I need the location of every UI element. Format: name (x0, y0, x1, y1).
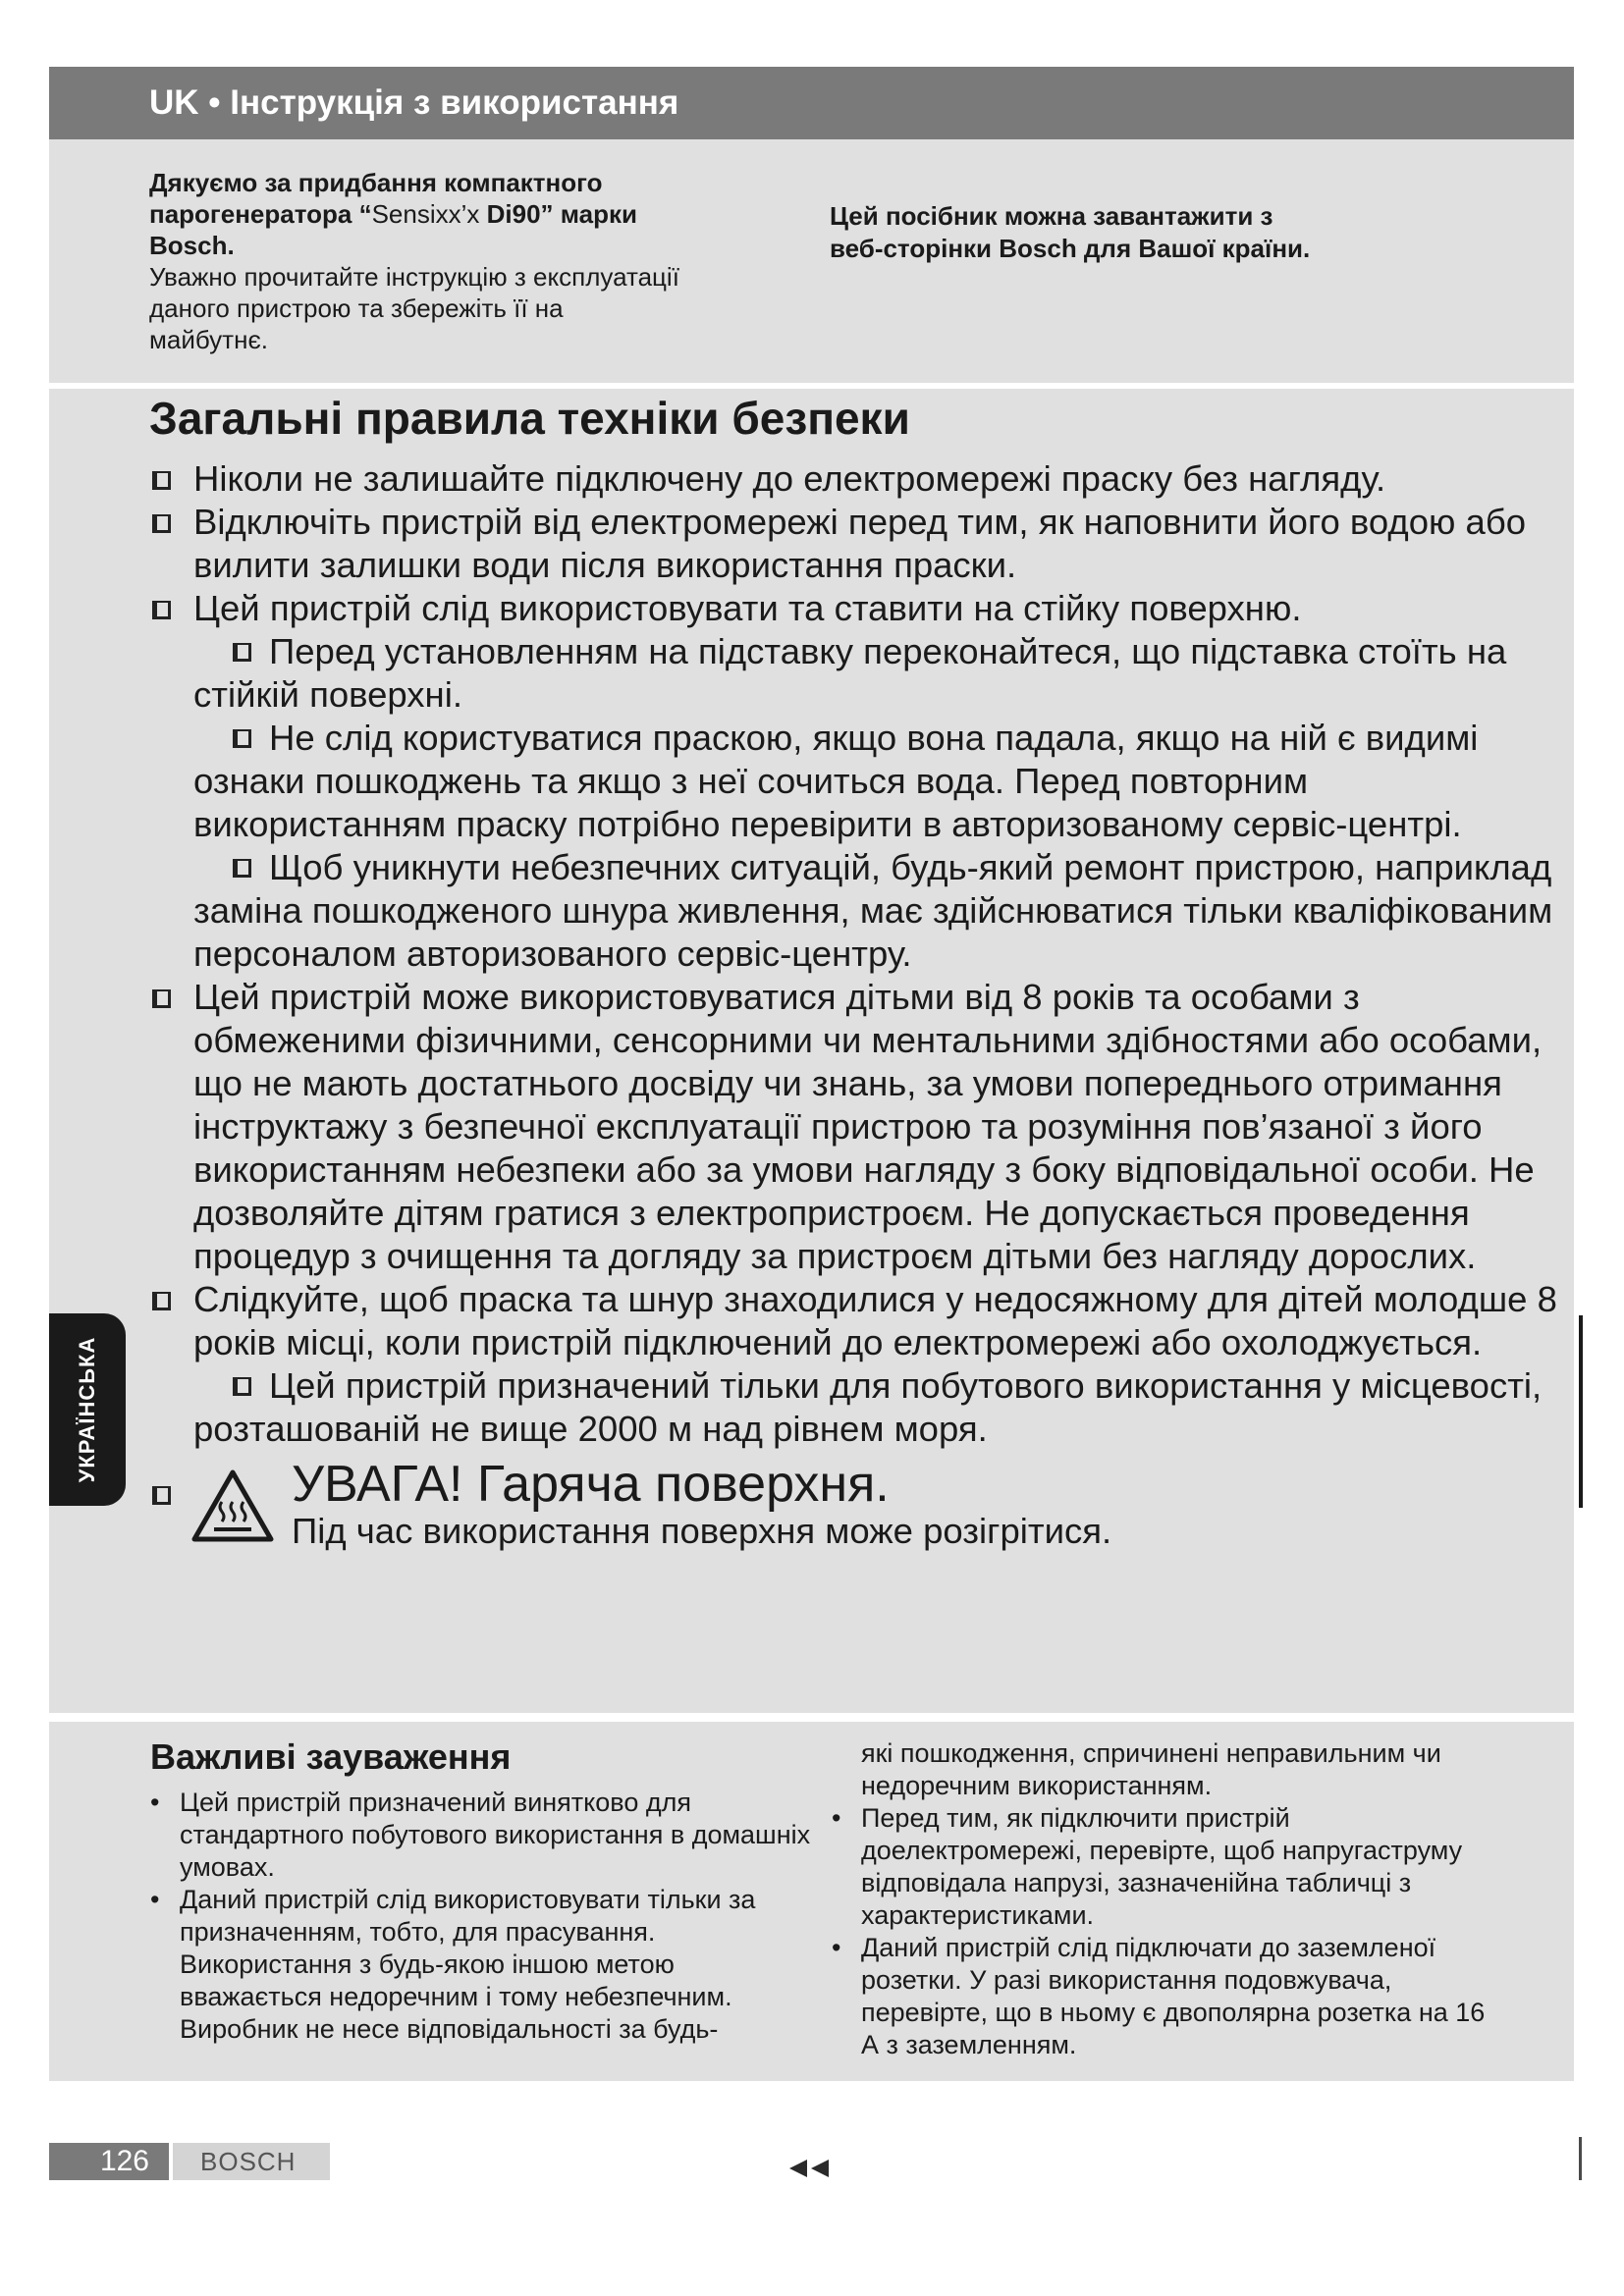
bullet-icon: • (150, 1885, 160, 1914)
hot-surface-warning-icon (190, 1468, 275, 1543)
language-tab-label: УКРАЇНСЬКА (75, 1336, 99, 1483)
checkbox-icon (233, 643, 251, 662)
intro-section (49, 139, 1574, 383)
note-continuation: які пошкодження, спричинені неправильним чи недоречним використанням. (861, 1738, 1441, 1800)
intro-line-2: парогенератора “Sensixx’x Di90” марки (149, 199, 637, 229)
footer-brand: BOSCH (173, 2143, 330, 2180)
note-item: • Цей пристрій призначений винятково для стандартного побутового використання в домашніх умовах. (150, 1788, 811, 1882)
notes-section (49, 1722, 1574, 2081)
safety-item: Ніколи не залишайте підключену до електромережі праску без нагляду. (149, 457, 1563, 501)
intro-line-1: Дякуємо за придбання компактного (149, 168, 603, 197)
checkbox-icon (233, 859, 251, 878)
model-name: Sensixx’x (371, 199, 480, 229)
header-title: UK • Інструкція з використання (149, 83, 679, 122)
intro-line-6: майбутнє. (149, 325, 268, 354)
safety-sub-item: Цей пристрій призначений тільки для побутового використання у місцевості, розташованій не вище 2000 м над рівнем моря. (193, 1365, 1543, 1449)
right-margin-marker (1579, 1315, 1583, 1508)
intro-line-3: Bosch. (149, 231, 235, 260)
checkbox-icon (233, 1377, 251, 1396)
checkbox-icon (152, 1292, 171, 1310)
safety-item: Цей пристрій слід використовувати та ставити на стійку поверхню. (149, 587, 1563, 630)
warning-text: Під час використання поверхня може розігрітися. (292, 1511, 1112, 1551)
intro-thanks (149, 167, 787, 355)
checkbox-icon (152, 1486, 171, 1505)
page-header (49, 67, 1574, 139)
safety-sub-item: Перед установленням на підставку переконайтеся, що підставка стоїть на стійкій поверхні. (193, 631, 1507, 715)
notes-title: Важливі зауваження (150, 1736, 512, 1777)
intro-line-4: Уважно прочитайте інструкцію з експлуатації (149, 262, 679, 292)
safety-title: Загальні правила техніки безпеки (149, 393, 910, 444)
checkbox-icon (152, 514, 171, 533)
warning-title: УВАГА! Гаряча поверхня. (292, 1456, 890, 1513)
hot-surface-warning (149, 1455, 1563, 1553)
intro-line-5: даного пристрою та збережіть її на (149, 294, 564, 323)
checkbox-icon (152, 601, 171, 619)
bullet-icon: • (150, 1788, 160, 1817)
bullet-icon: • (832, 1803, 841, 1833)
safety-item: Відключіть пристрій від електромережі перед тим, як наповнити його водою або вилити залишки води після використання праски. (149, 501, 1563, 587)
notes-right-column (832, 1737, 1499, 2061)
safety-section (49, 389, 1574, 1713)
safety-item: Слідкуйте, щоб праска та шнур знаходилися у недосяжному для дітей молодше 8 років місці, коли пристрій підключений до електромережі або охолоджується. (149, 1278, 1563, 1364)
notes-left-column (150, 1787, 818, 2046)
checkbox-icon (233, 729, 251, 748)
safety-sub-item: Щоб уникнути небезпечних ситуацій, будь-який ремонт пристрою, наприклад заміна пошкодженого шнура живлення, має здійснюватися тільки кваліфікованим персоналом авторизованого сервіс-центру. (193, 847, 1553, 974)
note-item: • Даний пристрій слід підключати до заземленої розетки. У разі використання подовжувача, перевірте, що в ньому є двополярна розетка на 16 А з заземленням. (832, 1933, 1486, 2059)
double-arrow-left-icon[interactable] (787, 2158, 833, 2179)
safety-item: Цей пристрій може використовуватися дітьми від 8 років та особами з обмеженими фізичними, сенсорними чи ментальними здібностями або особами, що не мають достатнього досвіду чи знань, за умови попереднього отримання інструктажу з безпечної експлуатації пристрою та розуміння пов’язаної з його використанням небезпеки або за умови нагляду з боку відповідальної особи. Не дозволяйте дітям гратися з електропристроєм. Не допускається проведення процедур з очищення та догляду за пристроєм дітьми без нагляду дорослих. (149, 976, 1563, 1278)
language-tab (49, 1313, 126, 1506)
right-footer-marker (1579, 2137, 1582, 2180)
note-item: • Даний пристрій слід використовувати тільки за призначенням, тобто, для прасування. Використання з будь-якою іншою метою вважається недоречним і тому небезпечним. Виробник не несе відповідальності за будь- (150, 1885, 756, 2044)
checkbox-icon (152, 471, 171, 490)
safety-sub-item: Не слід користуватися праскою, якщо вона падала, якщо на ній є видимі ознаки пошкоджень та якщо з неї сочиться вода. Перед повторним використанням праску потрібно перевірити в авторизованому сервіс-центрі. (193, 718, 1479, 844)
intro-download-note: Цей посібник можна завантажити з веб-сторінки Bosch для Вашої країни. (830, 201, 1311, 263)
safety-list (149, 457, 1563, 1553)
bullet-icon: • (832, 1933, 841, 1962)
page-number: 126 (49, 2143, 169, 2180)
note-item: • Перед тим, як підключити пристрій доелектромережі, перевірте, щоб напругаструму відповідала напрузі, зазначенійна табличці з характеристиками. (832, 1803, 1463, 1930)
checkbox-icon (152, 989, 171, 1008)
